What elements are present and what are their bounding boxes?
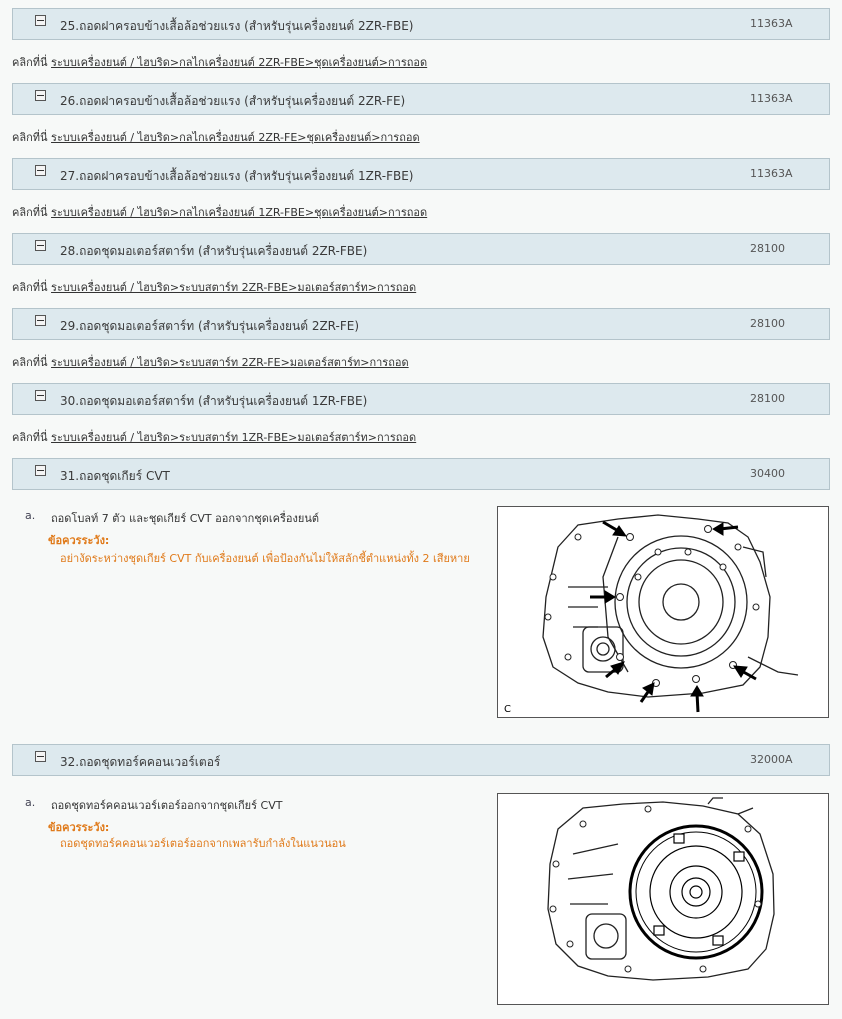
cvt-bolt-removal-figure [497,506,829,718]
section-title: 30.ถอดชุดมอเตอร์สตาร์ท (สำหรับรุ่นเครื่องยนต์ 1ZR-FBE) [60,394,368,408]
step-text: ถอดโบลท์ 7 ตัว และชุดเกียร์ CVT ออกจากชุดเครื่องยนต์ [51,512,320,525]
caution-text: ถอดชุดทอร์คคอนเวอร์เตอร์ออกจากเพลารับกำลังในแนวนอน [60,837,346,850]
collapse-icon[interactable] [35,465,46,476]
collapse-icon[interactable] [35,315,46,326]
reference-link[interactable]: ระบบเครื่องยนต์ / ไฮบริด>ระบบสตาร์ท 2ZR-FE>มอเตอร์สตาร์ท>การถอด [51,356,409,369]
section-code: 28100 [750,242,785,255]
collapse-icon[interactable] [35,240,46,251]
reference-link-row [12,203,427,221]
link-prefix: คลิกที่นี่ [12,131,48,144]
torque-converter-figure [497,793,829,1005]
reference-link-row [12,128,420,146]
section-header-30[interactable] [12,383,830,415]
caution-label: ข้อควรระวัง: [48,534,110,547]
section-code: 11363A [750,92,793,105]
collapse-icon[interactable] [35,15,46,26]
section-header-29[interactable] [12,308,830,340]
section-title: 28.ถอดชุดมอเตอร์สตาร์ท (สำหรับรุ่นเครื่องยนต์ 2ZR-FBE) [60,244,368,258]
section-code: 11363A [750,17,793,30]
section-title: 31.ถอดชุดเกียร์ CVT [60,469,170,483]
section-title: 26.ถอดฝาครอบข้างเสื้อล้อช่วยแรง (สำหรับรุ่นเครื่องยนต์ 2ZR-FE) [60,94,406,108]
section-header-28[interactable] [12,233,830,265]
reference-link-row [12,53,427,71]
section-code: 28100 [750,392,785,405]
caution-text: อย่างัดระหว่างชุดเกียร์ CVT กับเครื่องยนต์ เพื่อป้องกันไม่ให้สลักชี้ตำแหน่งทั้ง 2 เสียหาย [60,552,470,565]
step-letter: a. [25,796,36,809]
reference-link[interactable]: ระบบเครื่องยนต์ / ไฮบริด>กลไกเครื่องยนต์ 2ZR-FE>ชุดเครื่องยนต์>การถอด [51,131,420,144]
torque-converter-drawing [498,794,828,1004]
caution-label: ข้อควรระวัง: [48,821,110,834]
section-code: 30400 [750,467,785,480]
reference-link[interactable]: ระบบเครื่องยนต์ / ไฮบริด>ระบบสตาร์ท 2ZR-FBE>มอเตอร์สตาร์ท>การถอด [51,281,417,294]
collapse-icon[interactable] [35,165,46,176]
link-prefix: คลิกที่นี่ [12,356,48,369]
section-code: 32000A [750,753,793,766]
reference-link-row [12,278,416,296]
link-prefix: คลิกที่นี่ [12,431,48,444]
step-text: ถอดชุดทอร์คคอนเวอร์เตอร์ออกจากชุดเกียร์ CVT [51,799,283,812]
section-header-32[interactable] [12,744,830,776]
figure-label: C [504,704,511,715]
section-header-26[interactable] [12,83,830,115]
section-title: 27.ถอดฝาครอบข้างเสื้อล้อช่วยแรง (สำหรับรุ่นเครื่องยนต์ 1ZR-FBE) [60,169,414,183]
section-title: 32.ถอดชุดทอร์คคอนเวอร์เตอร์ [60,755,221,769]
section-header-25[interactable] [12,8,830,40]
link-prefix: คลิกที่นี่ [12,56,48,69]
step-letter: a. [25,509,36,522]
link-prefix: คลิกที่นี่ [12,281,48,294]
reference-link-row [12,428,416,446]
section-code: 11363A [750,167,793,180]
collapse-icon[interactable] [35,90,46,101]
section-header-31[interactable] [12,458,830,490]
collapse-icon[interactable] [35,390,46,401]
section-title: 25.ถอดฝาครอบข้างเสื้อล้อช่วยแรง (สำหรับรุ่นเครื่องยนต์ 2ZR-FBE) [60,19,414,33]
link-prefix: คลิกที่นี่ [12,206,48,219]
section-code: 28100 [750,317,785,330]
collapse-icon[interactable] [35,751,46,762]
cvt-transaxle-drawing [498,507,828,717]
reference-link-row [12,353,409,371]
reference-link[interactable]: ระบบเครื่องยนต์ / ไฮบริด>กลไกเครื่องยนต์ 1ZR-FBE>ชุดเครื่องยนต์>การถอด [51,206,428,219]
section-header-27[interactable] [12,158,830,190]
reference-link[interactable]: ระบบเครื่องยนต์ / ไฮบริด>กลไกเครื่องยนต์ 2ZR-FBE>ชุดเครื่องยนต์>การถอด [51,56,428,69]
reference-link[interactable]: ระบบเครื่องยนต์ / ไฮบริด>ระบบสตาร์ท 1ZR-FBE>มอเตอร์สตาร์ท>การถอด [51,431,417,444]
section-title: 29.ถอดชุดมอเตอร์สตาร์ท (สำหรับรุ่นเครื่องยนต์ 2ZR-FE) [60,319,360,333]
